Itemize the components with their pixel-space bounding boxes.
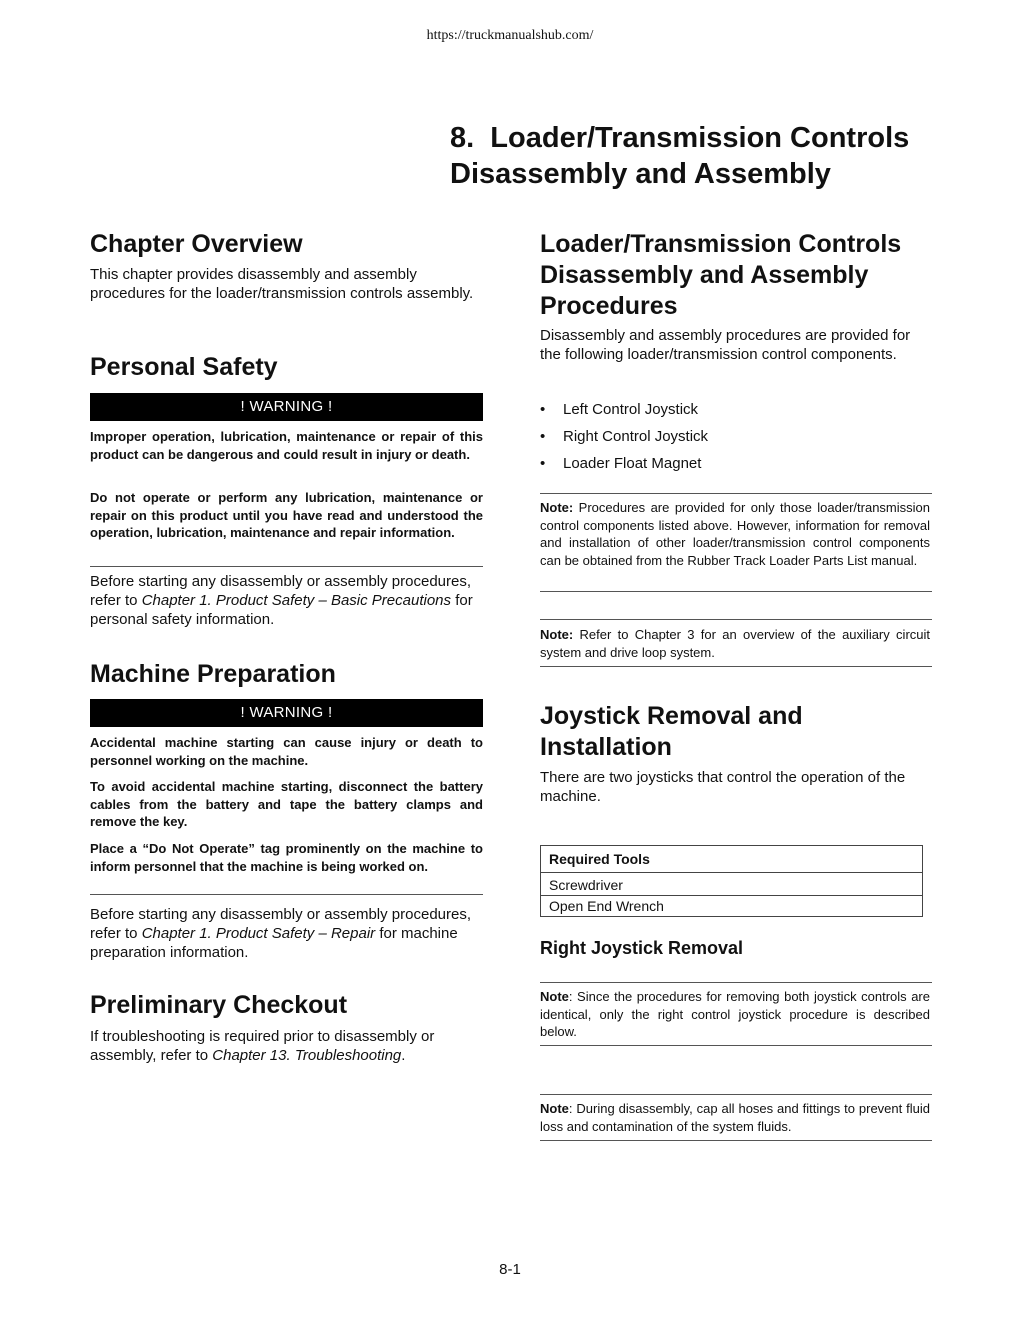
chapter-title (450, 120, 970, 192)
chapter-title-line2: Disassembly and Assembly (450, 158, 831, 190)
joystick-text: There are two joysticks that control the operation of the machine. (540, 769, 906, 805)
warning-text: Improper operation, lubrication, maintenance or repair of this product can be dangerous and could result in injury or death. (90, 429, 483, 462)
machine-preparation-heading: Machine Preparation (90, 660, 336, 688)
divider (540, 666, 932, 667)
divider (540, 1140, 932, 1141)
divider (540, 619, 932, 620)
required-tools-table (540, 845, 923, 917)
divider (540, 591, 932, 592)
preliminary-checkout-text: If troubleshooting is required prior to disassembly or assembly, refer to Chapter 13. Troubleshooting. (90, 1028, 435, 1064)
table-cell: Screwdriver (541, 873, 923, 896)
divider (540, 493, 932, 494)
divider (540, 1045, 932, 1046)
right-joystick-removal-heading: Right Joystick Removal (540, 938, 744, 958)
component-list (540, 400, 932, 481)
note-label: Note (540, 1101, 569, 1116)
note: Note: Procedures are provided for only those loader/transmission control components listed above. However, information for removal and installation of other loader/transmission control components can be obtained from the Rubber Track Loader Parts List manual. (540, 500, 930, 568)
warning-text: Accidental machine starting can cause injury or death to personnel working on the machine. (90, 735, 483, 768)
divider (540, 1094, 932, 1095)
note: Note: Refer to Chapter 3 for an overview of the auxiliary circuit system and drive loop system. (540, 627, 930, 660)
warning-banner: ! WARNING ! (90, 393, 483, 421)
warning-text: To avoid accidental machine starting, disconnect the battery cables from the battery and tape the battery clamps and remove the key. (90, 779, 483, 829)
chapter-title-line1: 8. Loader/Transmission Controls (450, 122, 910, 154)
list-item: • Loader Float Magnet (540, 454, 932, 481)
page-number: 8-1 (499, 1261, 521, 1278)
personal-safety-heading: Personal Safety (90, 353, 278, 381)
chapter-reference: Chapter 1. Product Safety – Basic Precautions (141, 592, 452, 609)
chapter-reference: Chapter 1. Product Safety – Repair (141, 925, 376, 942)
table-header: Required Tools (541, 846, 923, 873)
table-cell: Open End Wrench (541, 896, 923, 917)
note-label: Note: (540, 500, 574, 515)
chapter-reference: Chapter 13. Troubleshooting (212, 1047, 402, 1064)
note-label: Note: (540, 627, 574, 642)
personal-safety-text: Before starting any disassembly or assembly procedures, refer to Chapter 1. Product Safety – Basic Precautions for personal safety information. (90, 573, 473, 628)
chapter-overview-heading: Chapter Overview (90, 230, 303, 258)
list-item: • Left Control Joystick (540, 400, 932, 427)
chapter-overview-text: This chapter provides disassembly and assembly procedures for the loader/transmission controls assembly. (90, 266, 474, 302)
note-label: Note (540, 989, 569, 1004)
procedures-heading: Loader/Transmission Controls Disassembly and Assembly Procedures (540, 230, 902, 320)
procedures-text: Disassembly and assembly procedures are provided for the following loader/transmission control components. (540, 327, 911, 363)
note: Note: During disassembly, cap all hoses and fittings to prevent fluid loss and contamination of the system fluids. (540, 1101, 930, 1134)
preliminary-checkout-heading: Preliminary Checkout (90, 991, 348, 1019)
divider (90, 566, 483, 567)
note: Note: Since the procedures for removing both joystick controls are identical, only the right control joystick procedure is described below. (540, 989, 930, 1039)
source-url: https://truckmanualshub.com/ (426, 28, 594, 43)
warning-banner: ! WARNING ! (90, 699, 483, 727)
warning-text: Do not operate or perform any lubrication, maintenance or repair on this product until you have read and understood the operation, lubrication, maintenance and repair information. (90, 490, 483, 540)
divider (90, 894, 483, 895)
machine-preparation-text: Before starting any disassembly or assembly procedures, refer to Chapter 1. Product Safety – Repair for machine preparation information. (90, 906, 472, 961)
list-item: • Right Control Joystick (540, 427, 932, 454)
joystick-heading: Joystick Removal and Installation (540, 702, 803, 761)
warning-text: Place a “Do Not Operate” tag prominently on the machine to inform personnel that the machine is being worked on. (90, 841, 483, 874)
divider (540, 982, 932, 983)
